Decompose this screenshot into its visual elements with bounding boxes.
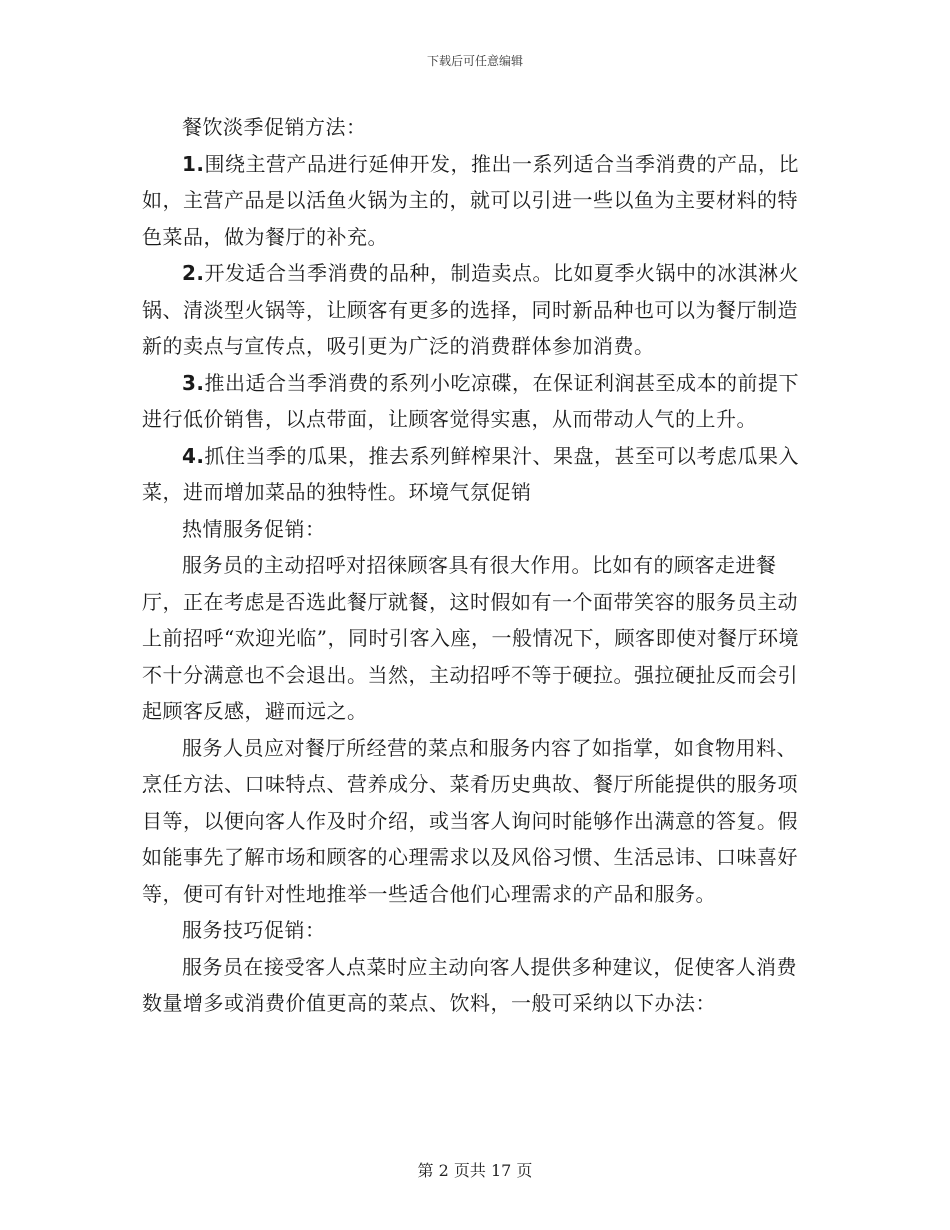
paragraph-text: 服务技巧促销： [182, 918, 326, 942]
paragraph-item-2 [142, 255, 807, 365]
paragraph-item-3 [142, 365, 807, 438]
paragraph-product-knowledge [142, 730, 807, 913]
paragraph-text: 服务员的主动招呼对招徕顾客具有很大作用。比如有的顾客走进餐厅，正在考虑是否选此餐厅就餐，这时假如有一个面带笑容的服务员主动上前招呼“欢迎光临”，同时引客入座，一般情况下，顾客即使对餐厅环境不十分满意也不会退出。当然，主动招呼不等于硬拉。强拉硬扯反而会引起顾客反感，避而远之。 [142, 553, 799, 723]
paragraph-item-1 [142, 146, 807, 256]
paragraph-text: 推出适合当季消费的系列小吃凉碟，在保证利润甚至成本的前提下进行低价销售，以点带面，让顾客觉得实惠，从而带动人气的上升。 [142, 370, 800, 431]
paragraph-number: 4. [182, 443, 205, 468]
paragraph-heading-service-skills [142, 912, 807, 949]
paragraph-number: 2. [182, 261, 205, 285]
paragraph-text: 餐饮淡季促销方法： [182, 115, 367, 139]
paragraph-heading-offseason [142, 109, 807, 146]
paragraph-number: 1. [182, 151, 205, 176]
page-footer: 第 2 页共 17 页 [417, 1161, 533, 1180]
paragraph-heading-warm-service [142, 511, 807, 548]
paragraph-text: 抓住当季的瓜果，推去系列鲜榨果汁、果盘，甚至可以考虑瓜果入菜，进而增加菜品的独特性。环境气氛促销 [142, 443, 800, 504]
paragraph-text: 开发适合当季消费的品种，制造卖点。比如夏季火锅中的冰淇淋火锅、清淡型火锅等，让顾客有更多的选择，同时新品种也可以为餐厅制造新的卖点与宣传点，吸引更为广泛的消费群体参加消费。 [142, 261, 800, 358]
paragraph-item-4 [142, 438, 807, 511]
paragraph-text: 服务人员应对餐厅所经营的菜点和服务内容了如指掌，如食物用料、烹任方法、口味特点、营养成分、菜肴历史典故、餐厅所能提供的服务项目等，以便向客人作及时介绍，或当客人询问时能够作出满意的答复。假如能事先了解市场和顾客的心理需求以及风俗习惯、生活忌讳、口味喜好等，便可有针对性地推举一些适合他们心理需求的产品和服务。 [142, 735, 798, 906]
paragraph-text: 围绕主营产品进行延伸开发，推出一系列适合当季消费的产品，比如，主营产品是以活鱼火锅为主的，就可以引进一些以鱼为主要材料的特色菜品，做为餐厅的补充。 [142, 151, 800, 249]
paragraph-number: 3. [182, 370, 205, 395]
paragraph-text: 服务员在接受客人点菜时应主动向客人提供多种建议，促使客人消费数量增多或消费价值更高的菜点、饮料，一般可采纳以下办法： [142, 954, 797, 1015]
page-header: 下载后可任意编辑 [426, 54, 523, 68]
document-body [142, 109, 807, 1022]
paragraph-text: 热情服务促销： [182, 516, 326, 541]
paragraph-ordering-advice [142, 949, 807, 1022]
paragraph-greeting [142, 547, 807, 730]
